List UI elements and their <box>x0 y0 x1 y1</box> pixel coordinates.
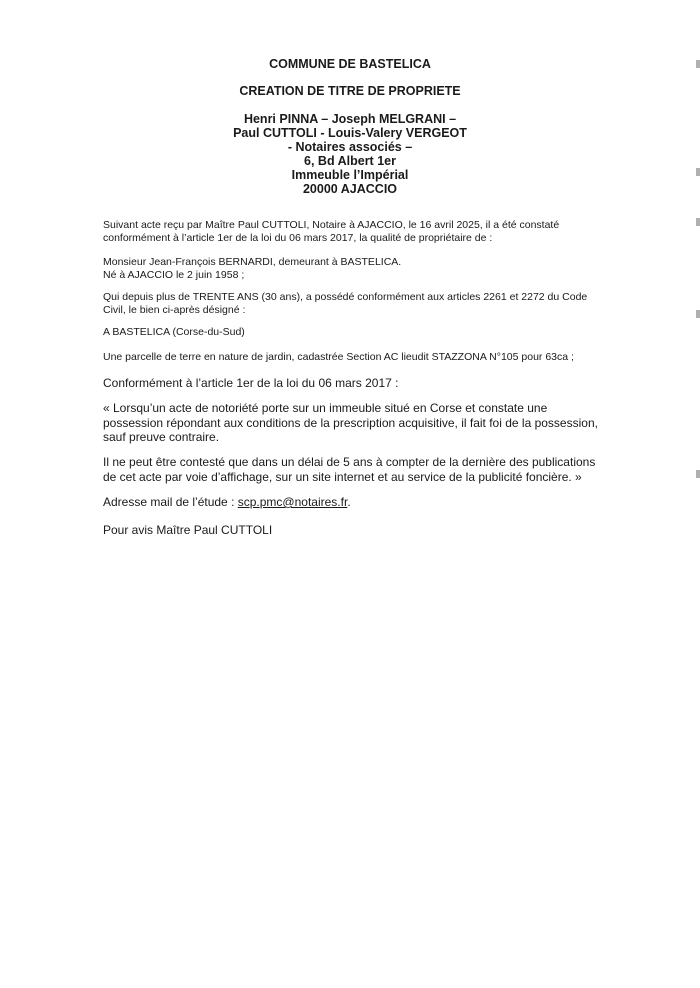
possession-line-2: Civil, le bien ci-après désigné : <box>103 303 246 316</box>
parcel-text: Une parcelle de terre en nature de jardin, cadastrée Section AC lieudit STAZZONA N°105 pour 63ca ; <box>103 351 574 363</box>
intro-line-2: conformément à l’article 1er de la loi du 06 mars 2017, la qualité de propriétaire de : <box>103 231 493 244</box>
notaries-line-2: Paul CUTTOLI - Louis-Valery VERGEOT <box>233 126 467 140</box>
email-link[interactable]: scp.pmc@notaires.fr <box>237 495 348 509</box>
quote-paragraph-2 <box>103 455 698 484</box>
owner-line-1: Monsieur Jean-François BERNARDI, demeurant à BASTELICA. <box>103 256 402 268</box>
notaries-line-3: - Notaires associés – <box>287 140 413 154</box>
address-line-2: Immeuble l’Impérial <box>291 168 409 182</box>
email-suffix: . <box>347 495 351 509</box>
notaries-line-1: Henri PINNA – Joseph MELGRANI – <box>243 112 457 126</box>
owner-paragraph <box>103 256 698 281</box>
possession-paragraph <box>103 291 698 316</box>
location-text: A BASTELICA (Corse-du-Sud) <box>103 326 245 338</box>
conformity-paragraph <box>103 376 698 391</box>
closing-text: Pour avis Maître Paul CUTTOLI <box>103 523 273 537</box>
quote-paragraph-1 <box>103 401 698 445</box>
address-line-3: 20000 AJACCIO <box>302 182 398 196</box>
location-paragraph <box>103 326 698 339</box>
address-line-1: 6, Bd Albert 1er <box>304 154 396 168</box>
document-title-block <box>0 84 700 98</box>
quote2-line-1: Il ne peut être contesté que dans un délai de 5 ans à compter de la dernière des publications <box>103 455 596 469</box>
email-label: Adresse mail de l’étude : <box>103 495 238 509</box>
quote1-line-3: sauf preuve contraire. <box>103 430 220 444</box>
closing-paragraph <box>103 523 698 538</box>
email-line <box>103 495 698 510</box>
commune-title: COMMUNE DE BASTELICA <box>269 57 431 71</box>
quote1-line-2: possession répondant aux conditions de la prescription acquisitive, il fait foi de la possession, <box>103 415 598 430</box>
parcel-paragraph <box>103 351 698 364</box>
document-title: CREATION DE TITRE DE PROPRIETE <box>239 84 461 98</box>
intro-paragraph <box>103 219 698 244</box>
email-paragraph <box>103 495 698 510</box>
commune-heading <box>0 57 700 71</box>
notary-block <box>0 112 700 196</box>
possession-line-1: Qui depuis plus de TRENTE ANS (30 ans), a possédé conformément aux articles 2261 et 2272 du Code <box>103 291 588 303</box>
intro-line-1: Suivant acte reçu par Maître Paul CUTTOLI, Notaire à AJACCIO, le 16 avril 2025, il a été constaté <box>103 219 560 231</box>
quote2-line-2: de cet acte par voie d’affichage, sur un site internet et au service de la publicité foncière. » <box>103 469 582 484</box>
owner-line-2: Né à AJACCIO le 2 juin 1958 ; <box>103 268 245 281</box>
conformity-text: Conformément à l’article 1er de la loi du 06 mars 2017 : <box>103 376 399 390</box>
quote1-line-1: « Lorsqu’un acte de notoriété porte sur un immeuble situé en Corse et constate une <box>103 401 548 415</box>
